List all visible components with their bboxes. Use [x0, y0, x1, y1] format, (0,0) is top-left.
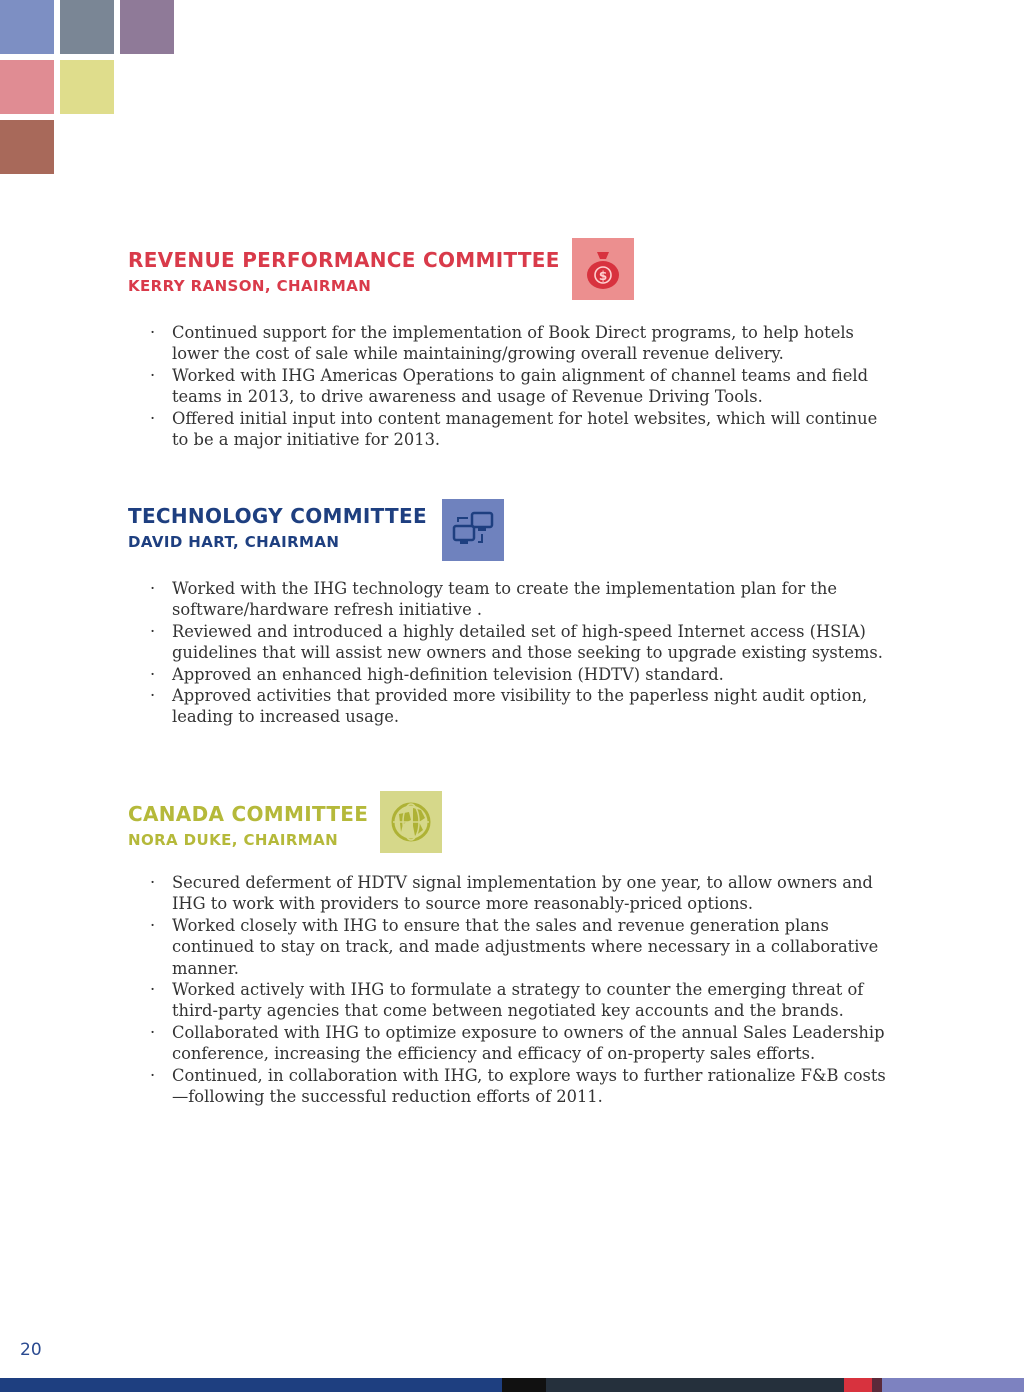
revenue-committee-section [128, 248, 908, 450]
decorative-square-purple [120, 0, 174, 54]
globe-icon [380, 791, 442, 853]
list-item: · Secured deferment of HDTV signal implementation by one year, to allow owners and IHG to work with providers to source more reasonably-priced options. [150, 872, 890, 915]
technology-committee-section [128, 504, 908, 727]
list-item: · Offered initial input into content management for hotel websites, which will continue to be a major initiative for 2013. [150, 408, 890, 451]
page-number: 20 [20, 1340, 42, 1360]
list-item: · Continued support for the implementation of Book Direct programs, to help hotels lower the cost of sale while maintaining/growing overall revenue delivery. [150, 322, 890, 365]
list-item: · Worked with the IHG technology team to create the implementation plan for the software/hardware refresh initiative . [150, 578, 890, 621]
section-chairman: DAVID HART, CHAIRMAN [128, 533, 340, 551]
list-item: · Approved an enhanced high-definition television (HDTV) standard. [150, 664, 890, 685]
bullet-list [150, 322, 890, 450]
computers-network-icon [442, 499, 504, 561]
footer-bar-red [844, 1378, 872, 1392]
bullet-list [150, 578, 890, 728]
bullet-list [150, 872, 890, 1107]
decorative-square-blue [0, 0, 54, 54]
footer-bar-blue [0, 1378, 502, 1392]
section-title: CANADA COMMITTEE [128, 802, 369, 826]
footer-bar-dark [546, 1378, 844, 1392]
list-item: · Worked actively with IHG to formulate a strategy to counter the emerging threat of third-party agencies that come between negotiated key accounts and the brands. [150, 979, 890, 1022]
list-item: · Reviewed and introduced a highly detailed set of high-speed Internet access (HSIA) guidelines that will assist new owners and those seeking to upgrade existing systems. [150, 621, 890, 664]
decorative-square-pink [0, 60, 54, 114]
section-chairman: KERRY RANSON, CHAIRMAN [128, 277, 372, 295]
list-item: · Worked closely with IHG to ensure that the sales and revenue generation plans continued to stay on track, and made adjustments where necessary in a collaborative manner. [150, 915, 890, 979]
section-title: REVENUE PERFORMANCE COMMITTEE [128, 248, 560, 272]
list-item: · Worked with IHG Americas Operations to gain alignment of channel teams and field teams in 2013, to drive awareness and usage of Revenue Driving Tools. [150, 365, 890, 408]
section-title: TECHNOLOGY COMMITTEE [128, 504, 427, 528]
list-item: · Approved activities that provided more visibility to the paperless night audit option, leading to increased usage. [150, 685, 890, 728]
svg-text:$: $ [598, 269, 608, 283]
decorative-square-brown [0, 120, 54, 174]
footer-bar-periwinkle [882, 1378, 1024, 1392]
decorative-square-slate [60, 0, 114, 54]
footer-bar-black [502, 1378, 546, 1392]
section-chairman: NORA DUKE, CHAIRMAN [128, 831, 339, 849]
decorative-square-yellow [60, 60, 114, 114]
list-item: · Continued, in collaboration with IHG, to explore ways to further rationalize F&B costs—following the successful reduction efforts of 2011. [150, 1065, 890, 1108]
money-bag-icon [572, 238, 634, 300]
list-item: · Collaborated with IHG to optimize exposure to owners of the annual Sales Leadership conference, increasing the efficiency and efficacy of on-property sales efforts. [150, 1022, 890, 1065]
footer-bar-maroon [872, 1378, 882, 1392]
canada-committee-section [128, 802, 908, 1107]
